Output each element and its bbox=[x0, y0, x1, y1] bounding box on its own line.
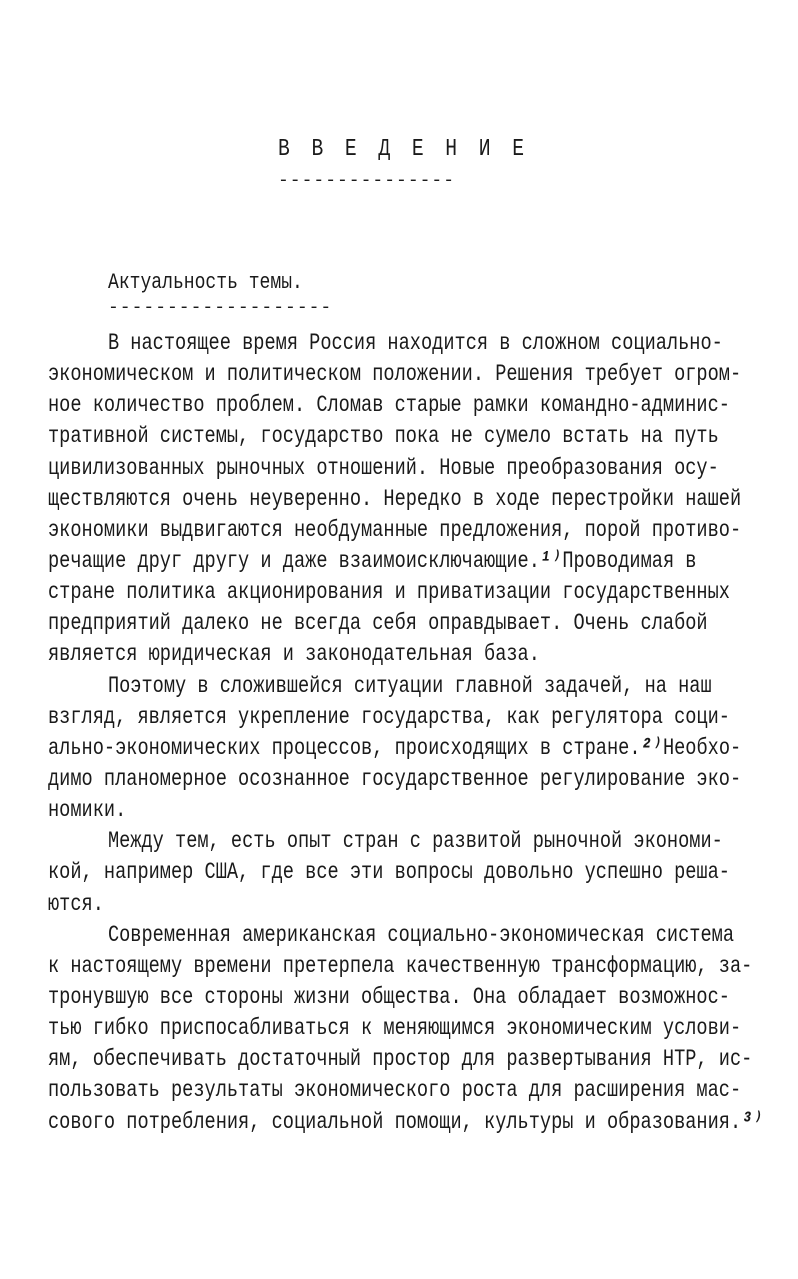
text-line bbox=[48, 1044, 764, 1075]
line-text: В настоящее время Россия находится в сложном социально- bbox=[107, 330, 723, 356]
footnote-mark: ³⁾ bbox=[741, 1108, 764, 1135]
line-text: предприятий далеко не всегда себя оправдывает. Очень слабой bbox=[48, 610, 708, 637]
footnote-mark: ¹⁾ bbox=[539, 547, 563, 574]
text-line bbox=[48, 515, 764, 546]
line-text: димо планомерное осознанное государственное регулирование эко- bbox=[48, 765, 742, 792]
text-line bbox=[48, 1075, 764, 1106]
text-line bbox=[48, 639, 764, 670]
line-text: к настоящему времени претерпела качественную трансформацию, за- bbox=[48, 952, 753, 979]
text-line bbox=[48, 1013, 764, 1044]
line-text: Современная американская социально-экономическая система bbox=[107, 921, 735, 948]
text-line bbox=[48, 546, 764, 577]
line-text: ное количество проблем. Сломав старые рамки командно-админис- bbox=[48, 392, 730, 419]
text-line bbox=[48, 328, 764, 359]
line-text: ются. bbox=[48, 890, 104, 917]
line-text: пользовать результаты экономического роста для расширения мас- bbox=[48, 1077, 742, 1104]
footnote-mark: ²⁾ bbox=[640, 734, 663, 761]
text-line bbox=[48, 608, 764, 639]
line-text: цивилизованных рыночных отношений. Новые преобразования осу- bbox=[48, 454, 719, 481]
text-line bbox=[48, 484, 764, 515]
line-text: тративной системы, государство пока не сумело встать на путь bbox=[48, 423, 719, 450]
line-text: является юридическая и законодательная база. bbox=[48, 641, 540, 668]
line-text: тронувшую все стороны жизни общества. Она обладает возможнос- bbox=[48, 983, 730, 1010]
text-line bbox=[48, 390, 764, 421]
body-text bbox=[48, 328, 798, 1138]
line-text: ям, обеспечивать достаточный простор для развертывания НТР, ис- bbox=[48, 1046, 753, 1073]
text-line bbox=[48, 889, 764, 920]
page-title: В В Е Д Е Н И Е bbox=[278, 136, 529, 163]
text-line bbox=[48, 1107, 764, 1138]
text-line bbox=[48, 951, 764, 982]
text-line bbox=[48, 826, 764, 857]
text-line bbox=[48, 671, 764, 702]
line-text: Между тем, есть опыт стран с развитой рыночной экономи- bbox=[107, 828, 723, 855]
title-underline: --------------- bbox=[278, 171, 456, 191]
line-text: кой, например США, где все эти вопросы довольно успешно реша- bbox=[48, 859, 730, 886]
line-text: тью гибко приспосабливаться к меняющимся экономическим услови- bbox=[48, 1015, 742, 1042]
line-text: сового потребления, социальной помощи, культуры и образования. bbox=[48, 1108, 742, 1135]
text-line bbox=[48, 733, 764, 764]
text-line bbox=[48, 702, 764, 733]
text-line bbox=[48, 577, 764, 608]
text-line bbox=[48, 359, 764, 390]
text-line bbox=[48, 857, 764, 888]
line-text: экономики выдвигаются необдуманные предложения, порой противо- bbox=[48, 516, 742, 543]
line-text: стране политика акционирования и приватизации государственных bbox=[48, 579, 730, 606]
line-text: взгляд, является укрепление государства, как регулятора соци- bbox=[48, 703, 730, 730]
line-text: номики. bbox=[48, 797, 127, 824]
subtitle-underline: ------------------- bbox=[108, 298, 333, 318]
line-text: экономическом и политическом положении. Решения требует огром- bbox=[48, 361, 742, 388]
text-line bbox=[48, 920, 764, 951]
text-line bbox=[48, 764, 764, 795]
text-line bbox=[48, 453, 764, 484]
text-line bbox=[48, 982, 764, 1013]
line-text-continued: Необхо- bbox=[662, 734, 742, 761]
line-text: Поэтому в сложившейся ситуации главной задачей, на наш bbox=[107, 672, 712, 699]
line-text-continued: Проводимая в bbox=[562, 547, 697, 574]
text-line bbox=[48, 421, 764, 452]
line-text: ществляются очень неуверенно. Нередко в ходе перестройки нашей bbox=[48, 485, 742, 512]
line-text: речащие друг другу и даже взаимоисключающие. bbox=[48, 547, 540, 574]
text-line bbox=[48, 795, 764, 826]
line-text: ально-экономических процессов, происходящих в стране. bbox=[48, 734, 641, 761]
section-subtitle: Актуальность темы. bbox=[108, 270, 303, 295]
